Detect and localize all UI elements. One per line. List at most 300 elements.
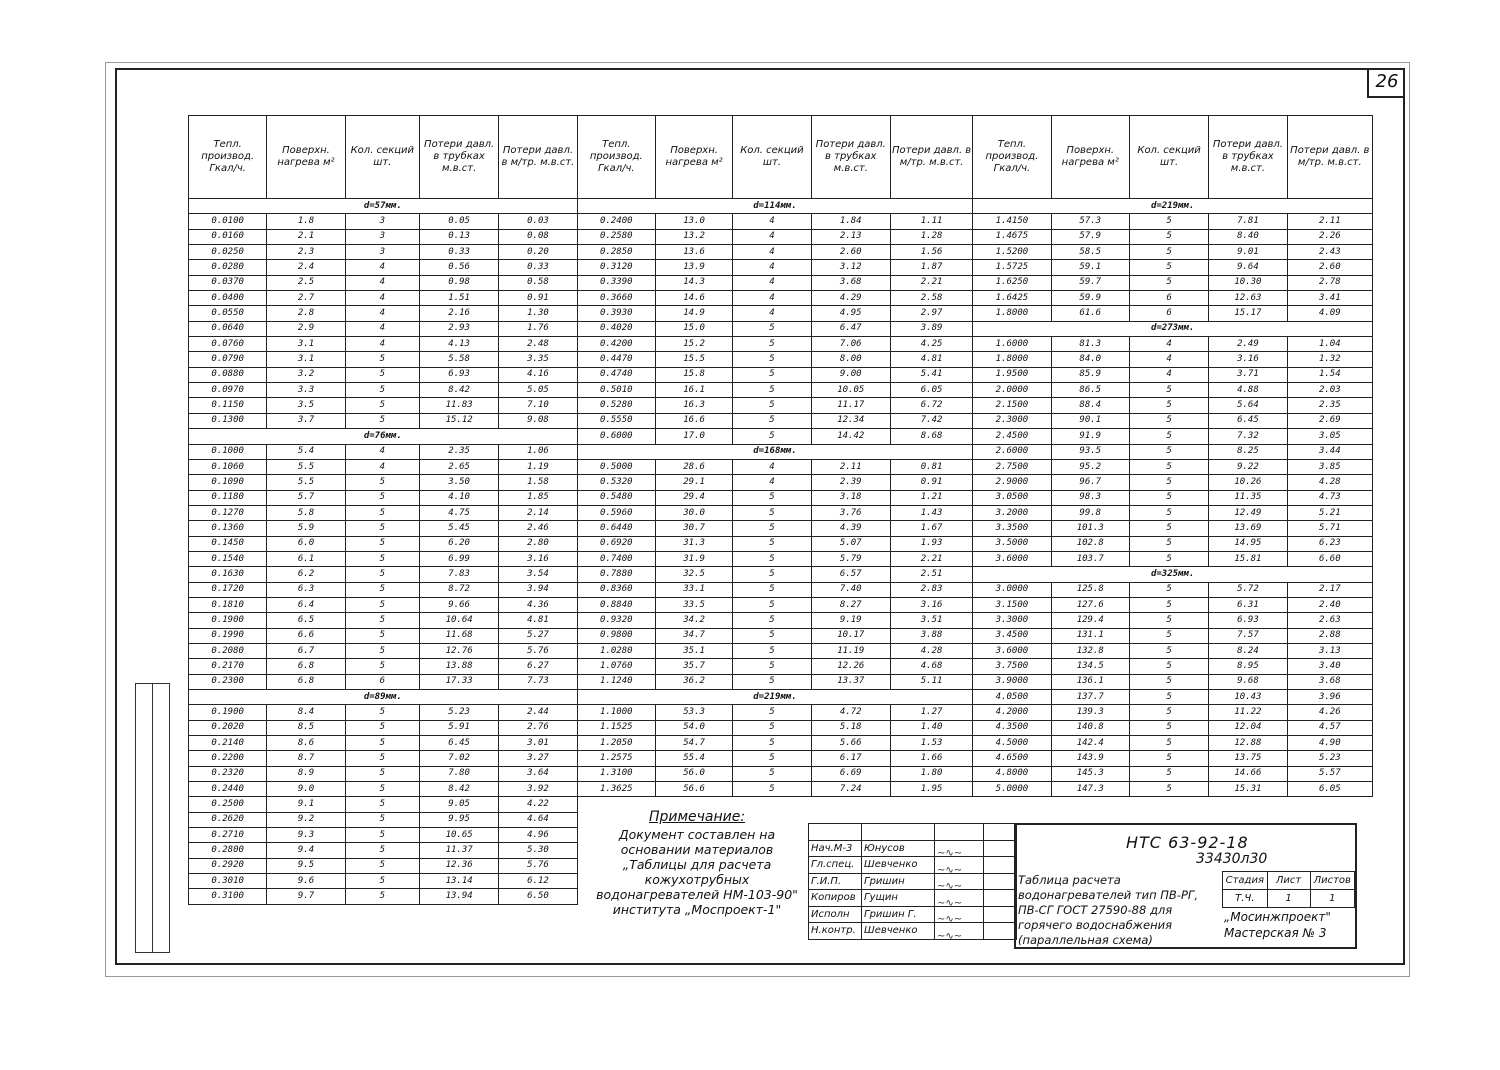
table-cell: 4.26 xyxy=(1287,705,1372,720)
table-cell: 5 xyxy=(345,643,419,658)
table-cell: 11.35 xyxy=(1209,490,1287,505)
table-cell: 5.72 xyxy=(1209,582,1287,597)
table-cell: 2.58 xyxy=(890,291,972,306)
table-cell: 2.40 xyxy=(1287,597,1372,612)
note-block xyxy=(592,810,802,917)
table-cell: 6.93 xyxy=(1209,613,1287,628)
table-cell: 1.19 xyxy=(499,459,577,474)
organization-unit: Мастерская № 3 xyxy=(1224,926,1327,940)
table-cell: 5.57 xyxy=(1287,766,1372,781)
table-cell: 5 xyxy=(345,398,419,413)
table-cell: 16.3 xyxy=(655,398,732,413)
document-code: НТС 63-92-18 xyxy=(1126,833,1249,852)
table-cell: 5 xyxy=(733,751,811,766)
table-cell: 5 xyxy=(1129,659,1208,674)
table-cell: 4.95 xyxy=(811,306,890,321)
sheet-value: 1 xyxy=(1267,890,1310,908)
table-cell: 1.6000 xyxy=(973,337,1051,352)
table-cell: 142.4 xyxy=(1051,736,1129,751)
table-cell: 5 xyxy=(1129,229,1208,244)
name-cell: Шевченко xyxy=(862,857,935,874)
table-cell: 28.6 xyxy=(655,459,732,474)
table-cell: 5.0000 xyxy=(973,782,1051,797)
signature: ~∿~ xyxy=(935,857,984,874)
table-cell: 5 xyxy=(733,766,811,781)
table-cell: 0.4740 xyxy=(577,367,655,382)
table-cell: 5 xyxy=(733,720,811,735)
table-cell: 9.4 xyxy=(267,843,345,858)
table-cell: 3.64 xyxy=(499,766,577,781)
table-cell: 34.7 xyxy=(655,628,732,643)
table-cell: 132.8 xyxy=(1051,643,1129,658)
table-cell: 5 xyxy=(1129,551,1208,566)
table-cell: 2.83 xyxy=(890,582,972,597)
table-row xyxy=(189,643,1373,658)
table-cell: 0.7400 xyxy=(577,551,655,566)
table-cell: 0.3120 xyxy=(577,260,655,275)
name-cell: Гущин xyxy=(862,890,935,907)
role-cell: Исполн xyxy=(809,906,862,923)
table-cell: 12.88 xyxy=(1209,736,1287,751)
table-cell: 8.95 xyxy=(1209,659,1287,674)
table-cell: 0.5550 xyxy=(577,413,655,428)
table-cell: 0.0550 xyxy=(189,306,267,321)
table-cell: 5 xyxy=(345,490,419,505)
header-cell: Потери давл. в м/тр. м.в.ст. xyxy=(1287,116,1372,199)
table-cell: 7.32 xyxy=(1209,429,1287,444)
table-cell: 5 xyxy=(345,751,419,766)
table-cell: 0.0760 xyxy=(189,337,267,352)
sheet-label: Лист xyxy=(1267,872,1310,890)
table-cell: 5 xyxy=(1129,582,1208,597)
table-cell: 0.6440 xyxy=(577,521,655,536)
table-cell: 35.7 xyxy=(655,659,732,674)
table-cell: 140.8 xyxy=(1051,720,1129,735)
signature: ~∿~ xyxy=(935,890,984,907)
table-cell: 0.1270 xyxy=(189,505,267,520)
table-cell: 0.5960 xyxy=(577,505,655,520)
table-cell: 6.31 xyxy=(1209,597,1287,612)
table-cell: 1.2050 xyxy=(577,736,655,751)
table-cell: 91.9 xyxy=(1051,429,1129,444)
table-row xyxy=(189,597,1373,612)
table-cell: 2.4 xyxy=(267,260,345,275)
table-cell: 3.40 xyxy=(1287,659,1372,674)
table-cell: 4 xyxy=(733,275,811,290)
table-cell: 5 xyxy=(345,567,419,582)
header-cell: Потери давл. в м/тр. м.в.ст. xyxy=(890,116,972,199)
table-cell: 0.2850 xyxy=(577,245,655,260)
table-cell: 3.01 xyxy=(499,736,577,751)
table-cell: 5 xyxy=(733,551,811,566)
role-cell: Нач.М-3 xyxy=(809,840,862,857)
table-row xyxy=(189,521,1373,536)
table-row xyxy=(189,337,1373,352)
table-cell: 2.76 xyxy=(499,720,577,735)
table-cell: 1.51 xyxy=(419,291,498,306)
table-cell: 5 xyxy=(345,367,419,382)
table-cell: 1.1240 xyxy=(577,674,655,689)
table-cell: 6.57 xyxy=(811,567,890,582)
table-cell: 5 xyxy=(733,413,811,428)
table-cell: 14.42 xyxy=(811,429,890,444)
table-cell: 5 xyxy=(1129,429,1208,444)
table-cell: 9.3 xyxy=(267,828,345,843)
table-cell: 85.9 xyxy=(1051,367,1129,382)
table-cell: 6.60 xyxy=(1287,551,1372,566)
table-cell: 4 xyxy=(345,275,419,290)
table-cell: 1.06 xyxy=(499,444,577,459)
table-cell: 0.0100 xyxy=(189,214,267,229)
table-row xyxy=(189,245,1373,260)
table-cell: 13.0 xyxy=(655,214,732,229)
table-cell: 5.30 xyxy=(499,843,577,858)
table-cell: 5 xyxy=(733,367,811,382)
table-cell: 9.19 xyxy=(811,613,890,628)
table-cell: 11.19 xyxy=(811,643,890,658)
table-cell: 1.9500 xyxy=(973,367,1051,382)
table-cell: 1.4675 xyxy=(973,229,1051,244)
table-cell: 5 xyxy=(345,736,419,751)
table-cell: 0.20 xyxy=(499,245,577,260)
table-cell: 5.27 xyxy=(499,628,577,643)
table-cell: 2.60 xyxy=(1287,260,1372,275)
table-cell: 8.5 xyxy=(267,720,345,735)
table-cell: 14.66 xyxy=(1209,766,1287,781)
table-cell: 3.4500 xyxy=(973,628,1051,643)
table-row xyxy=(189,736,1373,751)
table-cell: 3.0000 xyxy=(973,582,1051,597)
table-cell: 0.0640 xyxy=(189,321,267,336)
signature: ~∿~ xyxy=(935,873,984,890)
table-cell: 4.6500 xyxy=(973,751,1051,766)
table-cell: 5 xyxy=(733,643,811,658)
signature: ~∿~ xyxy=(935,906,984,923)
table-cell: 1.1000 xyxy=(577,705,655,720)
table-cell: 17.0 xyxy=(655,429,732,444)
table-cell: 1.66 xyxy=(890,751,972,766)
table-row xyxy=(189,459,1373,474)
table-cell: 5 xyxy=(345,766,419,781)
table-cell: 0.8840 xyxy=(577,597,655,612)
table-cell: 4.09 xyxy=(1287,306,1372,321)
table-cell: 6.12 xyxy=(499,874,577,889)
table-cell: 81.3 xyxy=(1051,337,1129,352)
table-cell: 8.9 xyxy=(267,766,345,781)
table-cell: 6.0 xyxy=(267,536,345,551)
table-cell: 14.95 xyxy=(1209,536,1287,551)
table-cell: 1.2575 xyxy=(577,751,655,766)
table-cell: 11.37 xyxy=(419,843,498,858)
table-cell: 5 xyxy=(345,812,419,827)
table-cell: 5 xyxy=(1129,690,1208,705)
table-cell: 5 xyxy=(733,613,811,628)
table-cell: 6.05 xyxy=(1287,782,1372,797)
table-cell: 5 xyxy=(345,874,419,889)
table-cell: 5 xyxy=(345,536,419,551)
table-cell: 7.83 xyxy=(419,567,498,582)
table-cell: 2.43 xyxy=(1287,245,1372,260)
table-cell: 13.37 xyxy=(811,674,890,689)
table-cell: 5 xyxy=(1129,214,1208,229)
table-cell: 5 xyxy=(345,843,419,858)
table-cell: 2.11 xyxy=(1287,214,1372,229)
header-cell: Кол. секций шт. xyxy=(345,116,419,199)
table-cell: 3.41 xyxy=(1287,291,1372,306)
table-cell: 35.1 xyxy=(655,643,732,658)
table-cell: 4.16 xyxy=(499,367,577,382)
table-cell: 4.68 xyxy=(890,659,972,674)
table-cell: 6.72 xyxy=(890,398,972,413)
table-cell: 0.3100 xyxy=(189,889,267,904)
table-cell: 8.6 xyxy=(267,736,345,751)
table-cell: 1.0760 xyxy=(577,659,655,674)
table-cell: 3.44 xyxy=(1287,444,1372,459)
table-cell: 5 xyxy=(345,613,419,628)
table-cell: 5 xyxy=(733,490,811,505)
table-cell: 1.95 xyxy=(890,782,972,797)
table-cell: 2.1500 xyxy=(973,398,1051,413)
table-cell: 2.39 xyxy=(811,475,890,490)
table-cell: 9.05 xyxy=(419,797,498,812)
table-cell: 12.26 xyxy=(811,659,890,674)
table-row xyxy=(189,659,1373,674)
table-cell: 0.2500 xyxy=(189,797,267,812)
table-cell: 3.12 xyxy=(811,260,890,275)
table-cell: 10.05 xyxy=(811,383,890,398)
table-cell: 5 xyxy=(1129,751,1208,766)
table-cell: 0.0280 xyxy=(189,260,267,275)
table-cell: 5 xyxy=(733,536,811,551)
table-cell: 4.0500 xyxy=(973,690,1051,705)
table-cell: 4 xyxy=(733,306,811,321)
table-cell: 3.0500 xyxy=(973,490,1051,505)
table-row xyxy=(189,628,1373,643)
table-cell: 30.7 xyxy=(655,521,732,536)
role-cell: Г.И.П. xyxy=(809,873,862,890)
table-row xyxy=(189,751,1373,766)
table-cell: 9.64 xyxy=(1209,260,1287,275)
table-cell: 1.87 xyxy=(890,260,972,275)
table-cell: 11.68 xyxy=(419,628,498,643)
table-cell: 4.73 xyxy=(1287,490,1372,505)
table-row xyxy=(189,429,1373,444)
table-cell: 6.27 xyxy=(499,659,577,674)
table-cell: 4.75 xyxy=(419,505,498,520)
table-cell: 0.1810 xyxy=(189,597,267,612)
table-cell: 0.6000 xyxy=(577,429,655,444)
table-cell: 4 xyxy=(345,459,419,474)
table-cell: 4.10 xyxy=(419,490,498,505)
table-cell: 0.0160 xyxy=(189,229,267,244)
section-heading: d=89мм. xyxy=(189,690,578,705)
table-cell: 125.8 xyxy=(1051,582,1129,597)
table-cell: 139.3 xyxy=(1051,705,1129,720)
table-row xyxy=(189,505,1373,520)
table-cell: 0.5480 xyxy=(577,490,655,505)
table-cell: 5 xyxy=(345,413,419,428)
table-cell: 5.58 xyxy=(419,352,498,367)
table-cell: 8.68 xyxy=(890,429,972,444)
table-row xyxy=(189,674,1373,689)
table-cell: 14.6 xyxy=(655,291,732,306)
table-cell: 3 xyxy=(345,229,419,244)
binding-margin-block xyxy=(135,683,170,953)
table-cell: 0.03 xyxy=(499,214,577,229)
table-cell: 4.36 xyxy=(499,597,577,612)
table-cell: 3.16 xyxy=(890,597,972,612)
table-cell: 3.50 xyxy=(419,475,498,490)
table-cell: 32.5 xyxy=(655,567,732,582)
table-cell: 0.2400 xyxy=(577,214,655,229)
table-cell: 5 xyxy=(345,705,419,720)
table-cell: 7.57 xyxy=(1209,628,1287,643)
table-cell: 57.3 xyxy=(1051,214,1129,229)
table-cell: 30.0 xyxy=(655,505,732,520)
table-cell: 1.85 xyxy=(499,490,577,505)
table-row xyxy=(189,260,1373,275)
table-cell: 101.3 xyxy=(1051,521,1129,536)
table-cell: 1.76 xyxy=(499,321,577,336)
table-row xyxy=(189,229,1373,244)
name-cell: Гришин Г. xyxy=(862,906,935,923)
table-cell: 8.72 xyxy=(419,582,498,597)
table-cell: 5 xyxy=(733,597,811,612)
table-cell: 9.00 xyxy=(811,367,890,382)
table-cell: 1.40 xyxy=(890,720,972,735)
table-cell: 6 xyxy=(1129,291,1208,306)
table-cell: 1.6250 xyxy=(973,275,1051,290)
table-cell: 1.54 xyxy=(1287,367,1372,382)
table-cell: 14.9 xyxy=(655,306,732,321)
table-cell: 2.03 xyxy=(1287,383,1372,398)
table-cell: 15.31 xyxy=(1209,782,1287,797)
table-cell: 0.1630 xyxy=(189,567,267,582)
table-cell: 29.1 xyxy=(655,475,732,490)
table-cell: 4 xyxy=(345,260,419,275)
table-cell: 2.65 xyxy=(419,459,498,474)
table-cell: 5 xyxy=(1129,613,1208,628)
table-body xyxy=(189,199,1373,905)
table-cell: 5 xyxy=(1129,260,1208,275)
table-row xyxy=(189,352,1373,367)
table-cell: 10.64 xyxy=(419,613,498,628)
table-cell: 8.00 xyxy=(811,352,890,367)
table-cell: 136.1 xyxy=(1051,674,1129,689)
table-cell: 5.91 xyxy=(419,720,498,735)
table-cell: 4 xyxy=(733,291,811,306)
table-cell: 0.0790 xyxy=(189,352,267,367)
table-cell: 3 xyxy=(345,214,419,229)
table-row xyxy=(189,582,1373,597)
table-cell: 7.06 xyxy=(811,337,890,352)
table-cell: 5.71 xyxy=(1287,521,1372,536)
table-cell: 15.81 xyxy=(1209,551,1287,566)
table-cell: 6.4 xyxy=(267,597,345,612)
table-cell: 1.58 xyxy=(499,475,577,490)
table-cell: 0.7880 xyxy=(577,567,655,582)
table-cell: 8.42 xyxy=(419,383,498,398)
table-cell: 6.20 xyxy=(419,536,498,551)
table-cell: 1.0280 xyxy=(577,643,655,658)
table-cell: 4.72 xyxy=(811,705,890,720)
page-number: 26 xyxy=(1367,68,1405,98)
table-cell: 56.6 xyxy=(655,782,732,797)
table-cell: 4 xyxy=(733,229,811,244)
table-row xyxy=(189,383,1373,398)
table-cell: 59.7 xyxy=(1051,275,1129,290)
table-cell: 0.2920 xyxy=(189,858,267,873)
section-heading: d=219мм. xyxy=(973,199,1373,214)
table-cell: 2.5 xyxy=(267,275,345,290)
table-cell: 5 xyxy=(733,705,811,720)
table-row xyxy=(189,291,1373,306)
table-cell: 8.7 xyxy=(267,751,345,766)
table-cell: 6.93 xyxy=(419,367,498,382)
table-cell: 5 xyxy=(733,521,811,536)
table-cell: 5 xyxy=(345,828,419,843)
stage-sheet-grid xyxy=(1222,871,1355,908)
drawing-title: Таблица расчета водонагревателей тип ПВ-РГ, ПВ-СГ ГОСТ 27590-88 для горячего водоснабжения (параллельная схема) xyxy=(1018,873,1198,947)
table-cell: 5 xyxy=(1129,536,1208,551)
table-cell: 0.2710 xyxy=(189,828,267,843)
table-cell: 5 xyxy=(1129,521,1208,536)
table-cell: 0.1180 xyxy=(189,490,267,505)
table-cell: 5 xyxy=(733,582,811,597)
table-cell: 2.44 xyxy=(499,705,577,720)
table-cell: 5.5 xyxy=(267,459,345,474)
table-cell: 11.22 xyxy=(1209,705,1287,720)
table-cell: 5 xyxy=(345,352,419,367)
table-cell: 8.25 xyxy=(1209,444,1287,459)
table-cell: 131.1 xyxy=(1051,628,1129,643)
table-cell: 2.17 xyxy=(1287,582,1372,597)
table-row xyxy=(189,782,1373,797)
table-cell: 33.5 xyxy=(655,597,732,612)
table-cell: 10.43 xyxy=(1209,690,1287,705)
table-cell: 6.50 xyxy=(499,889,577,904)
table-cell: 5 xyxy=(1129,643,1208,658)
table-cell: 3.27 xyxy=(499,751,577,766)
table-cell: 3.2 xyxy=(267,367,345,382)
table-cell: 0.9320 xyxy=(577,613,655,628)
table-cell: 5.76 xyxy=(499,643,577,658)
table-cell: 1.3100 xyxy=(577,766,655,781)
table-cell: 8.42 xyxy=(419,782,498,797)
table-row xyxy=(189,444,1373,459)
table-cell: 13.94 xyxy=(419,889,498,904)
section-heading: d=168мм. xyxy=(577,444,973,459)
table-cell: 3.13 xyxy=(1287,643,1372,658)
table-cell: 31.9 xyxy=(655,551,732,566)
table-cell: 12.34 xyxy=(811,413,890,428)
header-cell: Кол. секций шт. xyxy=(1129,116,1208,199)
table-cell: 147.3 xyxy=(1051,782,1129,797)
table-cell: 4.81 xyxy=(890,352,972,367)
table-cell: 9.22 xyxy=(1209,459,1287,474)
table-cell: 6.7 xyxy=(267,643,345,658)
table-cell: 54.0 xyxy=(655,720,732,735)
table-cell: 7.24 xyxy=(811,782,890,797)
table-cell: 0.3660 xyxy=(577,291,655,306)
table-cell: 8.24 xyxy=(1209,643,1287,658)
table-row xyxy=(189,321,1373,336)
table-row xyxy=(189,214,1373,229)
table-cell: 11.17 xyxy=(811,398,890,413)
table-row xyxy=(189,306,1373,321)
table-cell: 3.6000 xyxy=(973,643,1051,658)
table-row xyxy=(189,551,1373,566)
